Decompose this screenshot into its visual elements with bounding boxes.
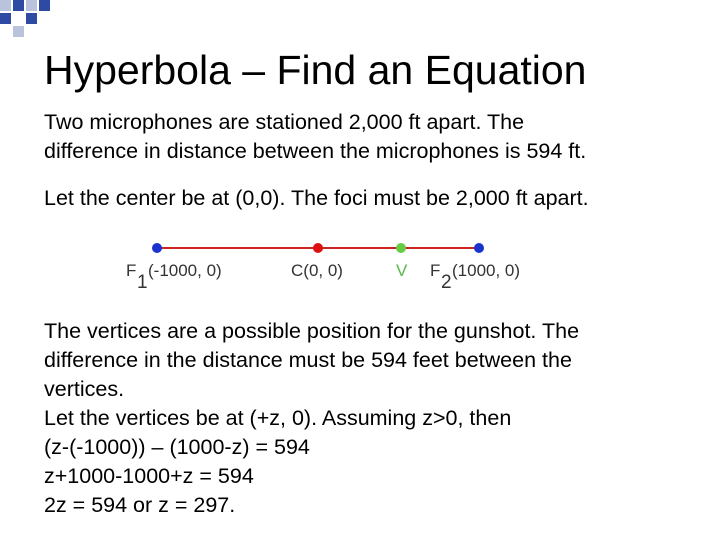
corner-square	[26, 13, 37, 24]
corner-decoration	[0, 0, 60, 40]
solution-line: The vertices are a possible position for the gunshot. The	[44, 319, 580, 343]
corner-square	[0, 13, 11, 24]
corner-square	[13, 13, 24, 24]
vertex-label: V	[396, 261, 408, 280]
focus-1-point	[152, 243, 162, 253]
center-paragraph: Let the center be at (0,0). The foci must be 2,000 ft apart.	[44, 186, 589, 210]
intro-paragraph	[44, 108, 586, 166]
corner-square	[26, 26, 37, 37]
vertex-point	[396, 243, 406, 253]
slide-title: Hyperbola – Find an Equation	[44, 47, 587, 93]
equation-line: 2z = 594 or z = 297.	[44, 493, 236, 517]
solution-paragraph	[44, 317, 579, 520]
center-label: C(0, 0)	[291, 261, 343, 280]
equation-line: (z-(-1000)) – (1000-z) = 594	[44, 435, 310, 459]
focus-1-letter: F	[126, 261, 137, 280]
focus-1-subscript: 1	[137, 272, 148, 293]
focus-2-letter: F	[430, 261, 441, 280]
corner-square	[13, 0, 24, 11]
center-point	[313, 243, 323, 253]
corner-square	[39, 0, 50, 11]
corner-square	[13, 26, 24, 37]
focus-2-subscript: 2	[441, 272, 452, 293]
focus-2-point	[474, 243, 484, 253]
solution-line: Let the vertices be at (+z, 0). Assuming z>0, then	[44, 406, 512, 430]
corner-square	[26, 0, 37, 11]
intro-line: difference in distance between the microphones is 594 ft.	[44, 139, 587, 163]
intro-line: Two microphones are stationed 2,000 ft apart. The	[44, 110, 525, 134]
equation-line: z+1000-1000+z = 594	[44, 464, 254, 488]
focus-2-coords: (1000, 0)	[452, 261, 521, 280]
solution-line: difference in the distance must be 594 feet between the	[44, 348, 572, 372]
focus-1-coords: (-1000, 0)	[148, 261, 222, 280]
corner-square	[0, 0, 11, 11]
solution-line: vertices.	[44, 377, 125, 401]
